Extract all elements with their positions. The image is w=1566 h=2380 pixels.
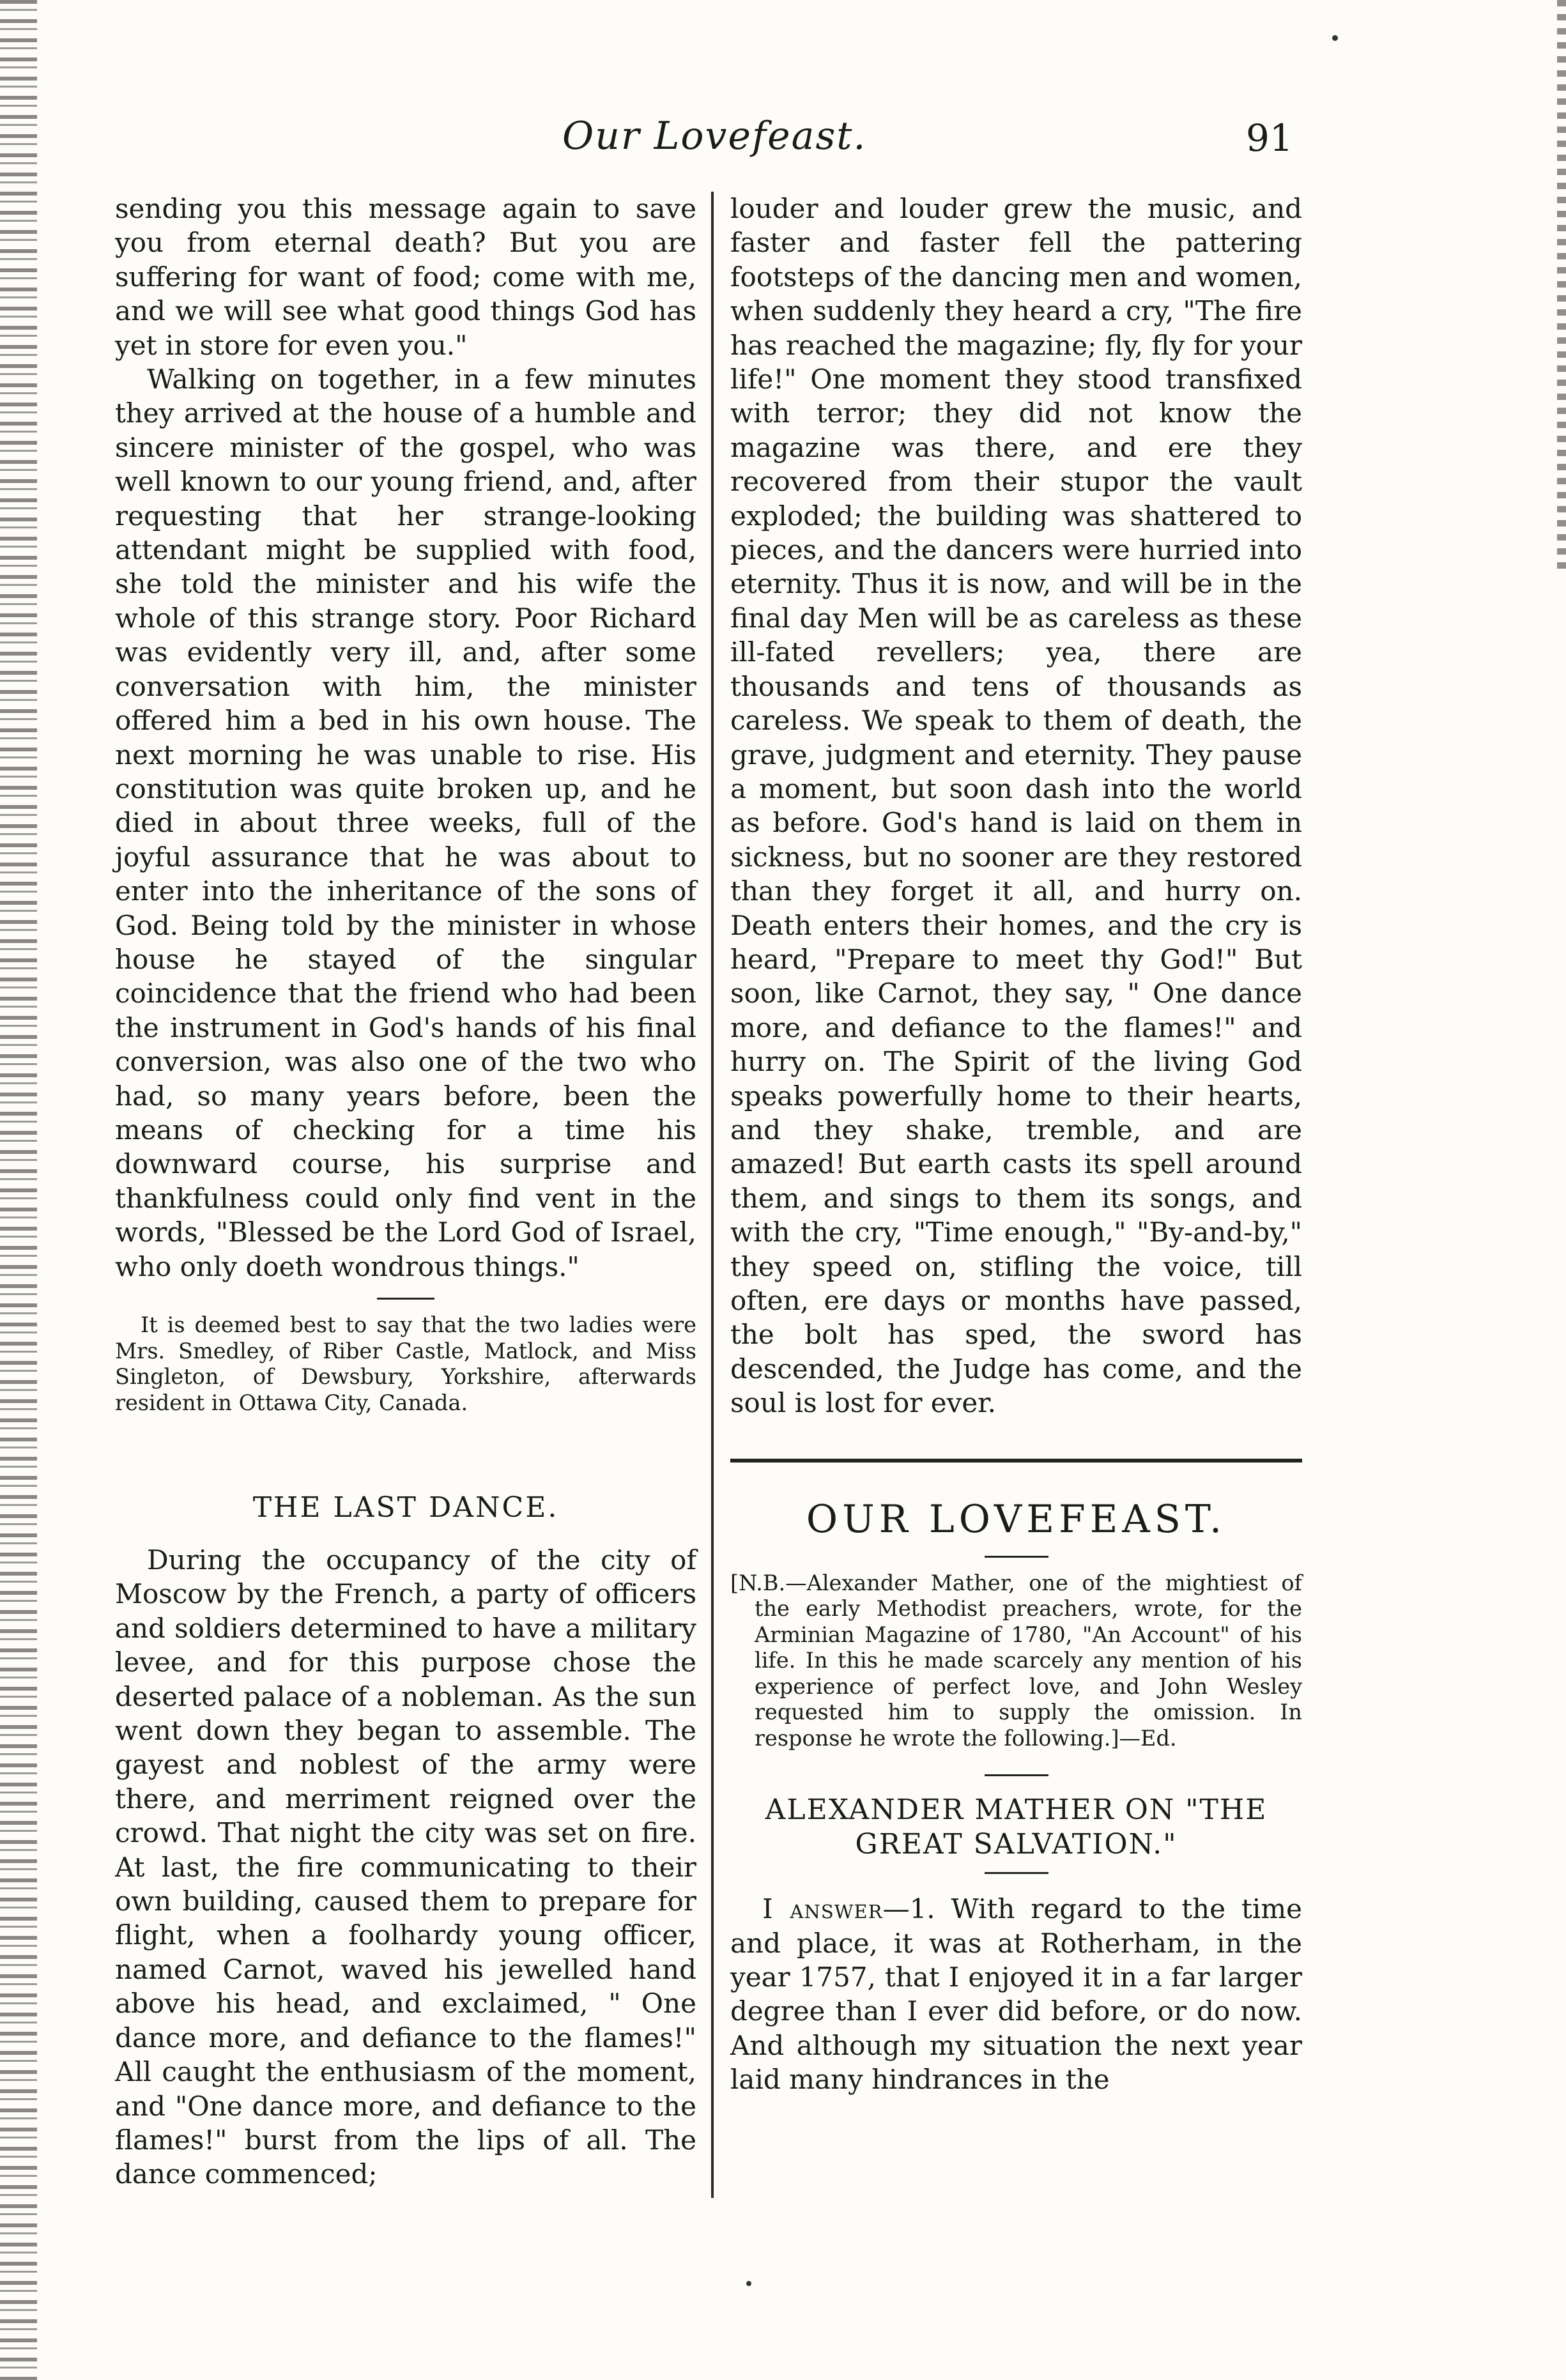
book-binding-shadow: [0, 0, 37, 2380]
running-title: Our Lovefeast.: [562, 114, 867, 158]
speck: [1332, 35, 1338, 41]
lead-in: I answer: [762, 1893, 883, 1925]
article-title-line1: ALEXANDER MATHER ON "THE: [765, 1793, 1268, 1827]
paragraph-text: —1. With regard to the time and place, it was at Rotherham, in the year 1757, that I enjoyed it in a far larger degree than I ever did before, or do now. And although my situation the next year laid many hindrances in the: [730, 1893, 1302, 2096]
page-number: 91: [1246, 116, 1293, 160]
speck: [746, 2281, 751, 2286]
paragraph: louder and louder grew the music, and faster and faster fell the pattering footsteps of the dancing men and women, when suddenly they heard a cry, "The fire has reached the magazine; fly, fly for your life!" One moment they stood transfixed with terror; they did not know the magazine was there, and ere they recovered from their stupor the vault exploded; the building was shattered to pieces, and the dancers were hurried into eternity. Thus it is now, and will be in the final day Men will be as careless as these ill-fated revellers; yea, there are thousands and tens of thousands as careless. We speak to them of death, the grave, judgment and eternity. They pause a moment, but soon dash into the world as before. God's hand is laid on them in sickness, but no sooner are they restored than they forget it all, and hurry on. Death enters their homes, and the cry is heard, "Prepare to meet thy God!" But soon, like Carnot, they say, " One dance more, and defiance to the flames!" and hurry on. The Spirit of the living God speaks powerfully home to their hearts, and they shake, tremble, and are amazed! But earth casts its spell around them, and sings to them its songs, and with the cry, "Time enough," "By-and-by," they speed on, stifling the voice, till often, ere days or months have passed, the bolt has sped, the sword has descended, the Judge has come, and the soul is lost for ever.: [730, 193, 1302, 1419]
section-title: OUR LOVEFEAST.: [806, 1496, 1227, 1542]
paragraph: During the occupancy of the city of Moscow by the French, a party of officers and soldiers determined to have a military levee, and for this purpose chose the deserted palace of a nobleman. As the sun went down they began to assemble. The gayest and noblest of the army were there, and merriment reigned over the crowd. That night the city was set on fire. At last, the fire communicating to their own building, caused them to prepare for flight, when a foolhardy young officer, named Carnot, waved his jewelled hand above his head, and exclaimed, " One dance more, and defiance to the flames!" All caught the enthusiasm of the moment, and "One dance more, and defiance to the flames!" burst from the lips of all. The dance commenced;: [115, 1544, 696, 2190]
article-title: [730, 1793, 1302, 1862]
divider: [377, 1298, 434, 1300]
section-title: THE LAST DANCE.: [252, 1491, 559, 1524]
column-divider: [711, 192, 714, 2198]
page-edge-shadow: [1557, 0, 1566, 575]
editorial-note: [N.B.—Alexander Mather, one of the mightiest of the early Methodist preachers, wrote, for the Arminian Magazine of 1780, "An Account" of his life. In this he made scarcely any mention of his experience of perfect love, and John Wesley requested him to supply the omission. In response he wrote the following.]—Ed.: [730, 1570, 1302, 1751]
article-title-line2: GREAT SALVATION.": [855, 1828, 1178, 1861]
page-header: [0, 114, 1566, 171]
paragraph: sending you this message again to save you from eternal death? But you are suffering for want of food; come with me, and we will see what good things God has yet in store for even you.": [115, 193, 696, 361]
right-column: [730, 192, 1302, 2097]
paragraph: [730, 1892, 1302, 2096]
divider: [985, 1556, 1048, 1558]
footnote: It is deemed best to say that the two ladies were Mrs. Smedley, of Riber Castle, Matlock, and Miss Singleton, of Dewsbury, Yorkshire, afterwards resident in Ottawa City, Canada.: [115, 1312, 696, 1415]
left-column: [115, 192, 696, 2192]
divider: [985, 1774, 1048, 1776]
paragraph: Walking on together, in a few minutes they arrived at the house of a humble and sincere minister of the gospel, who was well known to our young friend, and, after requesting that her strange-looking attendant might be supplied with food, she told the minister and his wife the whole of this strange story. Poor Richard was evidently very ill, and, after some conversation with him, the minister offered him a bed in his own house. The next morning he was unable to rise. His constitution was quite broken up, and he died in about three weeks, full of the joyful assurance that he was about to enter into the inheritance of the sons of God. Being told by the minister in whose house he stayed of the singular coincidence that the friend who had been the instrument in God's hands of his final conversion, was also one of the two who had, so many years before, been the means of checking for a time his downward course, his surprise and thankfulness could only find vent in the words, "Blessed be the Lord God of Israel, who only doeth wondrous things.": [115, 364, 696, 1282]
divider: [985, 1872, 1048, 1874]
